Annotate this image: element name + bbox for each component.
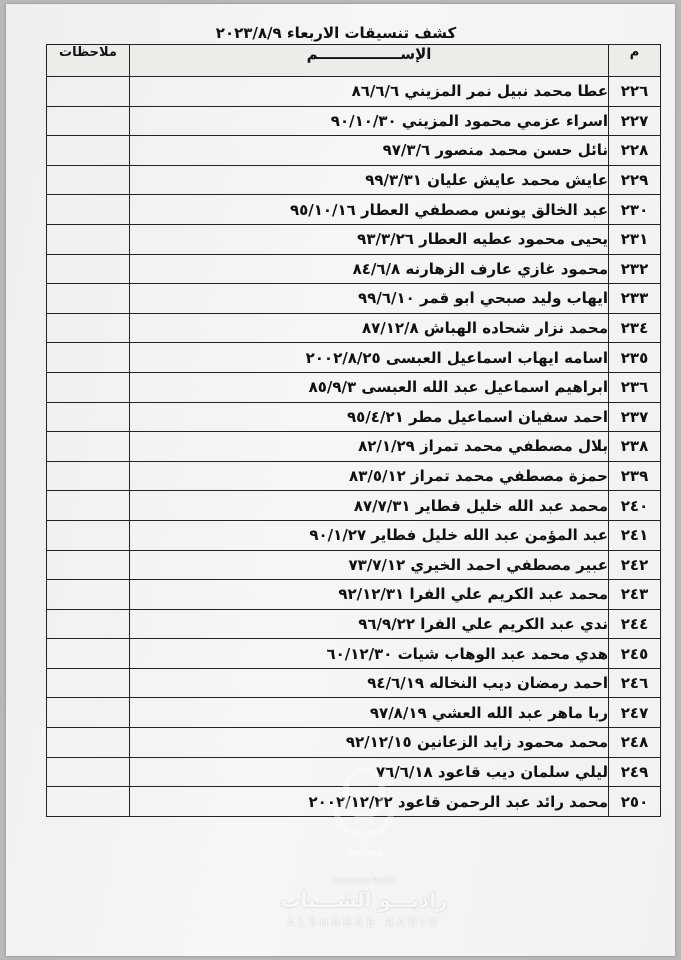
row-number: ٢٤٥	[609, 639, 661, 669]
row-number: ٢٣٣	[609, 284, 661, 314]
row-number: ٢٤١	[609, 520, 661, 550]
row-number: ٢٤٣	[609, 580, 661, 610]
header-notes: ملاحظات	[47, 45, 130, 77]
table-row	[47, 432, 661, 462]
watermark-brand-english: ALSHABAB RADIO	[287, 916, 441, 929]
watermark-brand-arabic: راديـــو الشـــباب	[280, 888, 448, 912]
row-name: اسامه ايهاب اسماعيل العبسى ٢٠٠٢/٨/٢٥	[130, 343, 609, 373]
row-notes	[47, 165, 130, 195]
row-notes	[47, 254, 130, 284]
roster-table	[46, 44, 661, 817]
row-name: عبد الخالق يونس مصطفي العطار ٩٥/١٠/١٦	[130, 195, 609, 225]
row-name: ايهاب وليد صبحي ابو قمر ٩٩/٦/١٠	[130, 284, 609, 314]
table-row	[47, 461, 661, 491]
row-name: اسراء عزمي محمود المزيني ٩٠/١٠/٣٠	[130, 106, 609, 136]
row-notes	[47, 728, 130, 758]
row-name: ابراهيم اسماعيل عبد الله العبسى ٨٥/٩/٣	[130, 372, 609, 402]
row-name: محمد رائد عبد الرحمن قاعود ٢٠٠٢/١٢/٢٢	[130, 787, 609, 817]
roster-body	[47, 77, 661, 817]
table-row	[47, 580, 661, 610]
row-number: ٢٤٩	[609, 757, 661, 787]
header-number: م	[609, 45, 661, 77]
table-row	[47, 639, 661, 669]
row-number: ٢٣٠	[609, 195, 661, 225]
row-name: ندي عبد الكريم علي الفرا ٩٦/٩/٢٢	[130, 609, 609, 639]
row-notes	[47, 372, 130, 402]
table-row	[47, 698, 661, 728]
table-row	[47, 77, 661, 107]
table-row	[47, 254, 661, 284]
header-name: الإســــــــــــــــم	[130, 45, 609, 77]
table-row	[47, 787, 661, 817]
row-number: ٢٤٠	[609, 491, 661, 521]
row-number: ٢٣٩	[609, 461, 661, 491]
row-name: هدي محمد عبد الوهاب شيات ٦٠/١٢/٣٠	[130, 639, 609, 669]
row-number: ٢٥٠	[609, 787, 661, 817]
row-name: محمد عبد الله خليل فطاير ٨٧/٧/٣١	[130, 491, 609, 521]
watermark-brand-small: Alshabab Radio	[333, 876, 395, 885]
row-name: محمود غازي عارف الزهارنه ٨٤/٦/٨	[130, 254, 609, 284]
row-number: ٢٣٢	[609, 254, 661, 284]
row-name: احمد رمضان ديب النخاله ٩٤/٦/١٩	[130, 668, 609, 698]
row-number: ٢٤٢	[609, 550, 661, 580]
row-number: ٢٢٧	[609, 106, 661, 136]
row-number: ٢٢٦	[609, 77, 661, 107]
row-name: ليلي سلمان ديب قاعود ٧٦/٦/١٨	[130, 757, 609, 787]
table-row	[47, 165, 661, 195]
table-row	[47, 136, 661, 166]
row-notes	[47, 609, 130, 639]
row-number: ٢٣٤	[609, 313, 661, 343]
row-name: محمد عبد الكريم علي الفرا ٩٢/١٢/٣١	[130, 580, 609, 610]
table-row	[47, 550, 661, 580]
table-row	[47, 343, 661, 373]
row-name: عبد المؤمن عبد الله خليل فطاير ٩٠/١/٢٧	[130, 520, 609, 550]
row-notes	[47, 343, 130, 373]
table-row	[47, 520, 661, 550]
row-notes	[47, 491, 130, 521]
row-name: احمد سفيان اسماعيل مطر ٩٥/٤/٢١	[130, 402, 609, 432]
row-notes	[47, 787, 130, 817]
row-notes	[47, 461, 130, 491]
table-row	[47, 195, 661, 225]
row-notes	[47, 432, 130, 462]
row-name: عايش محمد عايش عليان ٩٩/٣/٣١	[130, 165, 609, 195]
row-notes	[47, 313, 130, 343]
row-number: ٢٣١	[609, 224, 661, 254]
row-notes	[47, 106, 130, 136]
table-row	[47, 372, 661, 402]
row-notes	[47, 77, 130, 107]
row-notes	[47, 757, 130, 787]
header-row	[47, 45, 661, 77]
table-row	[47, 313, 661, 343]
document-sheet	[6, 4, 675, 956]
row-name: يحيى محمود عطيه العطار ٩٣/٣/٢٦	[130, 224, 609, 254]
row-notes	[47, 402, 130, 432]
row-number: ٢٣٨	[609, 432, 661, 462]
table-row	[47, 491, 661, 521]
row-name: عبير مصطفي احمد الخيري ٧٣/٧/١٢	[130, 550, 609, 580]
row-name: محمد محمود زايد الزعانين ٩٢/١٢/١٥	[130, 728, 609, 758]
row-name: محمد نزار شحاده الهباش ٨٧/١٢/٨	[130, 313, 609, 343]
row-number: ٢٣٦	[609, 372, 661, 402]
row-notes	[47, 520, 130, 550]
page-title: كشف تنسيقات الاربعاء ٢٠٢٣/٨/٩	[215, 24, 457, 42]
row-notes	[47, 224, 130, 254]
row-number: ٢٤٦	[609, 668, 661, 698]
row-number: ٢٢٨	[609, 136, 661, 166]
table-row	[47, 402, 661, 432]
table-row	[47, 224, 661, 254]
table-row	[47, 668, 661, 698]
row-notes	[47, 195, 130, 225]
table-row	[47, 757, 661, 787]
row-number: ٢٣٧	[609, 402, 661, 432]
table-row	[47, 728, 661, 758]
row-number: ٢٤٧	[609, 698, 661, 728]
row-notes	[47, 136, 130, 166]
row-notes	[47, 580, 130, 610]
row-name: نائل حسن محمد منصور ٩٧/٣/٦	[130, 136, 609, 166]
row-notes	[47, 550, 130, 580]
row-number: ٢٣٥	[609, 343, 661, 373]
row-name: بلال مصطفي محمد تمراز ٨٢/١/٢٩	[130, 432, 609, 462]
table-row	[47, 609, 661, 639]
row-notes	[47, 284, 130, 314]
row-notes	[47, 668, 130, 698]
row-notes	[47, 698, 130, 728]
row-number: ٢٤٤	[609, 609, 661, 639]
table-row	[47, 284, 661, 314]
row-notes	[47, 639, 130, 669]
row-name: حمزة مصطفي محمد تمراز ٨٣/٥/١٢	[130, 461, 609, 491]
row-name: ربا ماهر عبد الله العشي ٩٧/٨/١٩	[130, 698, 609, 728]
row-number: ٢٢٩	[609, 165, 661, 195]
row-number: ٢٤٨	[609, 728, 661, 758]
table-row	[47, 106, 661, 136]
row-name: عطا محمد نبيل نمر المزيني ٨٦/٦/٦	[130, 77, 609, 107]
